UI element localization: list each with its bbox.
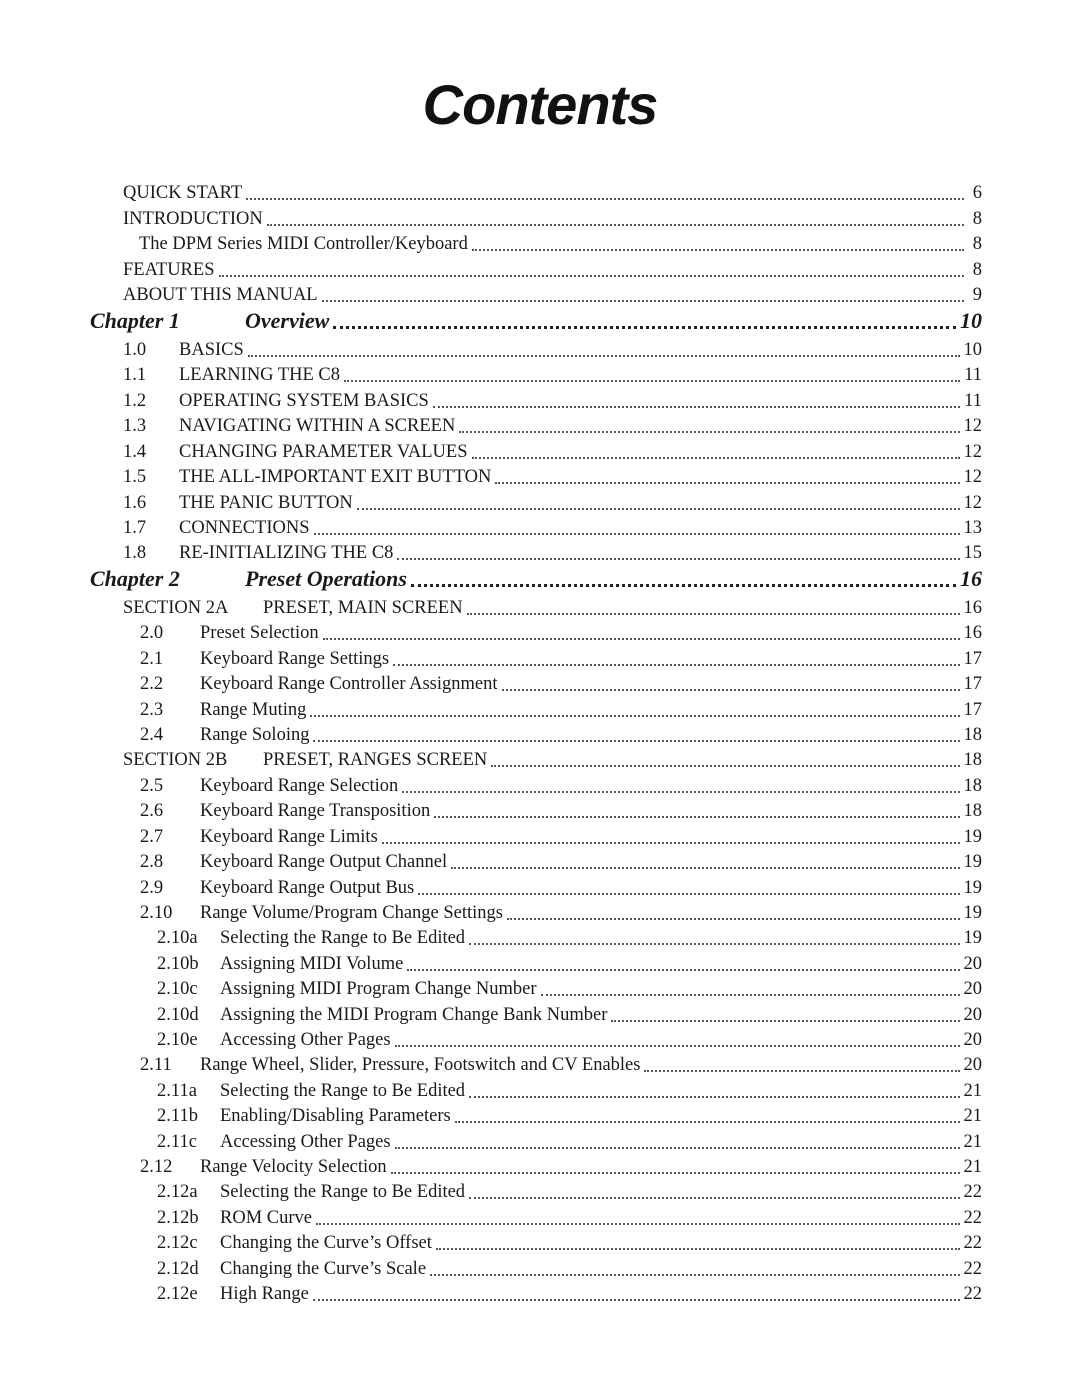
toc-chapter[interactable]: [90, 307, 982, 335]
toc-entry-label: Selecting the Range to Be Edited: [220, 1182, 466, 1202]
dot-leader: [418, 893, 959, 895]
dot-leader: [467, 613, 960, 615]
toc-entry-number: 2.4: [140, 725, 164, 745]
toc-entry-page: 20: [963, 979, 982, 999]
toc-entry-label: Changing the Curve’s Offset: [220, 1233, 432, 1253]
toc-entry-label: Accessing Other Pages: [220, 1030, 391, 1050]
toc-entry-label: CONNECTIONS: [179, 518, 310, 538]
chapter-number: Chapter 2: [90, 566, 180, 591]
toc-entry-page: 13: [963, 518, 982, 538]
toc-entry-page: 22: [963, 1182, 982, 1202]
toc-subentry[interactable]: [157, 926, 982, 950]
dot-leader: [323, 638, 960, 640]
toc-entry-page: 19: [963, 903, 982, 923]
section-number: SECTION 2A: [123, 598, 229, 618]
dot-leader: [248, 355, 960, 357]
section-title: PRESET, RANGES SCREEN: [263, 750, 488, 770]
toc-entry-number: 1.2: [123, 391, 147, 411]
dot-leader: [382, 842, 960, 844]
dot-leader: [451, 867, 959, 869]
toc-entry-page: 22: [963, 1208, 982, 1228]
toc-entry-label: Keyboard Range Settings: [200, 649, 390, 669]
toc-entry-page: 21: [963, 1157, 982, 1177]
dot-leader: [433, 406, 960, 408]
toc-subentry[interactable]: [157, 1079, 982, 1103]
dot-leader: [344, 380, 960, 382]
dot-leader: [219, 275, 965, 277]
toc-entry[interactable]: [123, 516, 982, 540]
toc-entry-page: 10: [960, 308, 982, 333]
toc-entry-label: Range Velocity Selection: [200, 1157, 387, 1177]
dot-leader: [507, 918, 959, 920]
toc-entry-label: Accessing Other Pages: [220, 1132, 391, 1152]
toc-entry-page: 12: [963, 467, 982, 487]
toc-entry-page: 8: [972, 260, 982, 280]
toc-entry[interactable]: [139, 232, 982, 256]
toc-entry-number: 2.2: [140, 674, 164, 694]
dot-leader: [313, 740, 959, 742]
toc-entry-page: 16: [960, 566, 982, 591]
toc-entry-number: 1.5: [123, 467, 147, 487]
toc-entry[interactable]: [140, 850, 982, 874]
toc-entry-page: 20: [963, 1030, 982, 1050]
dot-leader: [644, 1070, 959, 1072]
toc-entry-page: 12: [963, 442, 982, 462]
toc-entry-label: THE ALL-IMPORTANT EXIT BUTTON: [179, 467, 492, 487]
toc-entry-page: 16: [963, 598, 982, 618]
toc-chapter[interactable]: [90, 565, 982, 593]
toc-entry-page: 12: [963, 416, 982, 436]
toc-entry-number: 1.8: [123, 543, 147, 563]
toc-subentry[interactable]: [157, 1206, 982, 1230]
toc-entry-number: 1.0: [123, 340, 147, 360]
toc-entry-number: 2.8: [140, 852, 164, 872]
dot-leader: [472, 249, 964, 251]
toc-entry-number: 2.5: [140, 776, 164, 796]
toc-entry[interactable]: [123, 258, 982, 282]
toc-subentry[interactable]: [157, 1180, 982, 1204]
toc-subentry[interactable]: [157, 1231, 982, 1255]
toc-entry-page: 17: [963, 700, 982, 720]
dot-leader: [411, 584, 956, 587]
dot-leader: [267, 224, 964, 226]
toc-entry-label: Preset Selection: [200, 623, 319, 643]
toc-entry-label: Range Volume/Program Change Settings: [200, 903, 504, 923]
toc-entry[interactable]: [123, 389, 982, 413]
toc-entry-label: NAVIGATING WITHIN A SCREEN: [179, 416, 456, 436]
toc-entry-page: 20: [963, 1005, 982, 1025]
toc-entry-label: QUICK START: [123, 183, 243, 203]
toc-entry[interactable]: [140, 723, 982, 747]
toc-entry-label: BASICS: [179, 340, 244, 360]
toc-entry-number: 2.10a: [157, 928, 198, 948]
toc-entry-number: 2.3: [140, 700, 164, 720]
toc-entry-label: Keyboard Range Output Bus: [200, 878, 415, 898]
toc-entry-label: Keyboard Range Limits: [200, 827, 378, 847]
toc-subentry[interactable]: [157, 1003, 982, 1027]
dot-leader: [395, 1147, 960, 1149]
toc-entry-page: 21: [963, 1132, 982, 1152]
toc-entry-page: 8: [972, 209, 982, 229]
toc-entry-number: 2.1: [140, 649, 164, 669]
toc-section[interactable]: [123, 596, 982, 620]
dot-leader: [491, 765, 959, 767]
dot-leader: [436, 1248, 960, 1250]
toc-entry-number: 2.11b: [157, 1106, 198, 1126]
toc-entry-page: 6: [972, 183, 982, 203]
toc-entry-label: Keyboard Range Transposition: [200, 801, 431, 821]
toc-entry-number: 2.12: [140, 1157, 173, 1177]
toc-entry-label: THE PANIC BUTTON: [179, 493, 353, 513]
section-title: PRESET, MAIN SCREEN: [263, 598, 463, 618]
dot-leader: [469, 1096, 959, 1098]
toc-entry-label: Range Wheel, Slider, Pressure, Footswitch and CV Enables: [200, 1055, 641, 1075]
toc-subentry[interactable]: [157, 952, 982, 976]
toc-entry[interactable]: [140, 621, 982, 645]
toc-entry[interactable]: [140, 1053, 982, 1077]
toc-entry-number: 2.12a: [157, 1182, 198, 1202]
chapter-title: Overview: [245, 308, 330, 333]
toc-entry-page: 16: [963, 623, 982, 643]
toc-entry-number: 2.10d: [157, 1005, 199, 1025]
toc-subentry[interactable]: [157, 1104, 982, 1128]
toc-entry[interactable]: [123, 414, 982, 438]
toc-entry[interactable]: [140, 1155, 982, 1179]
chapter-number: Chapter 1: [90, 308, 180, 333]
toc-entry-number: 1.1: [123, 365, 147, 385]
toc-entry[interactable]: [123, 541, 982, 565]
toc-entry[interactable]: [140, 672, 982, 696]
toc-entry-page: 21: [963, 1106, 982, 1126]
toc-entry-page: 15: [963, 543, 982, 563]
dot-leader: [434, 816, 959, 818]
toc-entry-label: ABOUT THIS MANUAL: [123, 285, 318, 305]
toc-entry-page: 20: [963, 1055, 982, 1075]
toc-entry-label: Selecting the Range to Be Edited: [220, 928, 466, 948]
toc-entry[interactable]: [123, 491, 982, 515]
toc-entry-number: 1.4: [123, 442, 147, 462]
dot-leader: [246, 198, 964, 200]
dot-leader: [393, 664, 959, 666]
toc-entry-page: 11: [964, 365, 982, 385]
dot-leader: [391, 1172, 960, 1174]
toc-entry-number: 2.11a: [157, 1081, 197, 1101]
dot-leader: [459, 431, 959, 433]
toc-entry[interactable]: [123, 338, 982, 362]
toc-entry-page: 19: [963, 928, 982, 948]
toc-entry-label: INTRODUCTION: [123, 209, 263, 229]
dot-leader: [402, 791, 959, 793]
toc-entry-number: 2.10: [140, 903, 173, 923]
toc-subentry[interactable]: [157, 977, 982, 1001]
toc-entry-number: 2.11: [140, 1055, 172, 1075]
page-title: Contents: [422, 73, 658, 136]
toc-entry-label: OPERATING SYSTEM BASICS: [179, 391, 429, 411]
toc-entry-page: 17: [963, 649, 982, 669]
toc-entry[interactable]: [123, 207, 982, 231]
toc-entry-number: 1.3: [123, 416, 147, 436]
toc-entry[interactable]: [140, 825, 982, 849]
toc-entry-page: 19: [963, 878, 982, 898]
toc-section[interactable]: [123, 748, 982, 772]
toc-subentry[interactable]: [157, 1130, 982, 1154]
toc-entry-label: Selecting the Range to Be Edited: [220, 1081, 466, 1101]
toc-entry-page: 22: [963, 1233, 982, 1253]
toc-entry-page: 17: [963, 674, 982, 694]
toc-entry[interactable]: [140, 901, 982, 925]
toc-entry[interactable]: [140, 774, 982, 798]
chapter-title: Preset Operations: [245, 566, 407, 591]
toc-entry-number: 2.7: [140, 827, 164, 847]
toc-entry-label: Keyboard Range Controller Assignment: [200, 674, 498, 694]
toc-entry-number: 2.10b: [157, 954, 199, 974]
dot-leader: [395, 1045, 960, 1047]
toc-entry-label: Range Soloing: [200, 725, 310, 745]
toc-entry-page: 18: [963, 725, 982, 745]
dot-leader: [472, 457, 960, 459]
dot-leader: [469, 1197, 959, 1199]
toc-entry-label: ROM Curve: [220, 1208, 312, 1228]
toc-entry-page: 10: [963, 340, 982, 360]
toc-entry-number: 2.11c: [157, 1132, 197, 1152]
toc-entry-label: Assigning MIDI Volume: [220, 954, 404, 974]
toc-entry-page: 19: [963, 852, 982, 872]
toc-entry-page: 18: [963, 776, 982, 796]
dot-leader: [397, 558, 959, 560]
dot-leader: [502, 689, 960, 691]
toc-entry-label: Changing the Curve’s Scale: [220, 1259, 427, 1279]
toc-entry-number: 2.9: [140, 878, 164, 898]
toc-entry-label: Keyboard Range Selection: [200, 776, 399, 796]
toc-entry-page: 8: [972, 234, 982, 254]
toc-entry-label: Assigning MIDI Program Change Number: [220, 979, 537, 999]
dot-leader: [316, 1223, 960, 1225]
dot-leader: [333, 326, 956, 329]
toc-entry[interactable]: [140, 647, 982, 671]
dot-leader: [469, 943, 959, 945]
toc-entry-number: 2.6: [140, 801, 164, 821]
toc-entry[interactable]: [123, 181, 982, 205]
dot-leader: [407, 969, 959, 971]
toc-entry-number: 1.6: [123, 493, 147, 513]
toc-entry[interactable]: [140, 698, 982, 722]
section-number: SECTION 2B: [123, 750, 228, 770]
toc-entry-number: 2.10c: [157, 979, 198, 999]
toc-entry-page: 21: [963, 1081, 982, 1101]
toc-entry-label: High Range: [220, 1284, 309, 1304]
toc-entry-page: 20: [963, 954, 982, 974]
toc-entry[interactable]: [140, 876, 982, 900]
toc-entry-number: 2.12b: [157, 1208, 199, 1228]
dot-leader: [314, 533, 960, 535]
toc-entry-number: 2.12c: [157, 1233, 198, 1253]
dot-leader: [313, 1299, 960, 1301]
toc-entry-number: 2.12e: [157, 1284, 198, 1304]
toc-entry-label: Range Muting: [200, 700, 307, 720]
toc-entry-page: 18: [963, 801, 982, 821]
dot-leader: [322, 300, 964, 302]
dot-leader: [430, 1274, 959, 1276]
toc-entry-label: CHANGING PARAMETER VALUES: [179, 442, 468, 462]
toc-entry[interactable]: [123, 283, 982, 307]
toc-entry-label: Keyboard Range Output Channel: [200, 852, 448, 872]
toc-entry-label: Enabling/Disabling Parameters: [220, 1106, 451, 1126]
toc-subentry[interactable]: [157, 1257, 982, 1281]
toc-entry-page: 12: [963, 493, 982, 513]
toc-entry-label: FEATURES: [123, 260, 215, 280]
toc-entry-page: 19: [963, 827, 982, 847]
toc-entry-label: LEARNING THE C8: [179, 365, 341, 385]
toc-entry-number: 2.12d: [157, 1259, 199, 1279]
dot-leader: [541, 994, 960, 996]
toc-entry-page: 18: [963, 750, 982, 770]
dot-leader: [611, 1020, 959, 1022]
dot-leader: [310, 715, 959, 717]
toc-entry-page: 11: [964, 391, 982, 411]
toc-entry-number: 2.0: [140, 623, 164, 643]
toc-subentry[interactable]: [157, 1028, 982, 1052]
toc-entry-label: RE-INITIALIZING THE C8: [179, 543, 394, 563]
toc-entry-page: 22: [963, 1284, 982, 1304]
dot-leader: [357, 508, 960, 510]
dot-leader: [495, 482, 959, 484]
dot-leader: [455, 1121, 960, 1123]
toc-entry-page: 9: [972, 285, 982, 305]
toc-entry[interactable]: [123, 363, 982, 387]
toc-entry[interactable]: [123, 465, 982, 489]
toc-entry-number: 2.10e: [157, 1030, 198, 1050]
toc-entry-page: 22: [963, 1259, 982, 1279]
toc-entry-label: Assigning the MIDI Program Change Bank Number: [220, 1005, 608, 1025]
toc-entry[interactable]: [140, 799, 982, 823]
toc-subentry[interactable]: [157, 1282, 982, 1306]
toc-entry-label: The DPM Series MIDI Controller/Keyboard: [139, 234, 468, 254]
toc-entry-number: 1.7: [123, 518, 147, 538]
toc-entry[interactable]: [123, 440, 982, 464]
